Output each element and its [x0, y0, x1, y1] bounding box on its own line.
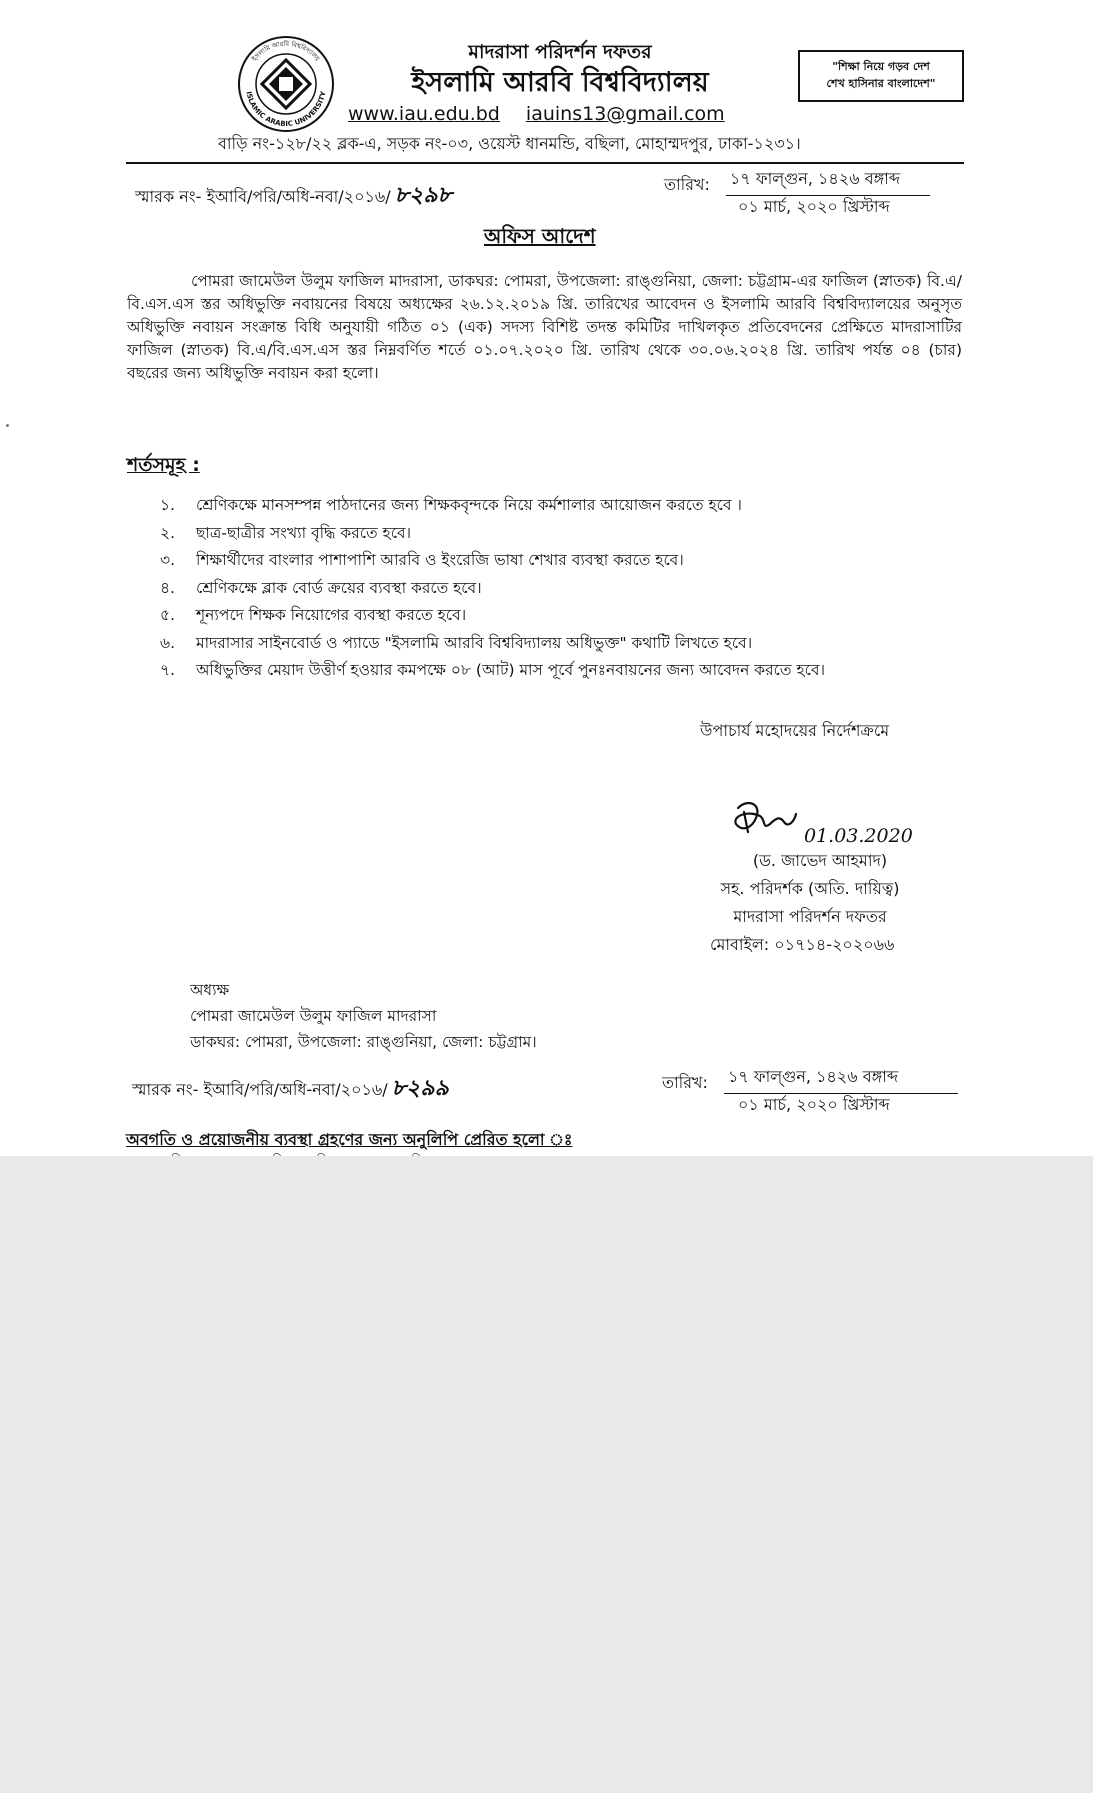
university-name: ইসলামি আরবি বিশ্ববিদ্যালয় [411, 67, 709, 98]
condition-number: ৩. [160, 551, 176, 569]
slogan-box [798, 50, 964, 102]
condition-item [160, 548, 970, 576]
body-paragraph: পোমরা জামেউল উলুম ফাজিল মাদরাসা, ডাকঘর: পোমরা, উপজেলা: রাঙ্গুনিয়া, জেলা: চট্টগ্রাম-এর ফাজিল (স্নাতক) বি.এ/বি.এস.এস স্তর অধিভুক্তি নবায়নের বিষয়ে অধ্যক্ষের ২৬.১২.২০১৯ খ্রি. তারিখের আবেদন ও ইসলামি আরবি বিশ্ববিদ্যালয়ের অনুসৃত অধিভুক্তি নবায়ন সংক্রান্ত বিধি অনুযায়ী গঠিত ০১ (এক) সদস্য বিশিষ্ট তদন্ত কমিটির দাখিলকৃত প্রতিবেদনের প্রেক্ষিতে মাদরাসাটির ফাজিল (স্নাতক) বি.এ/বি.এস.এস স্তর নিম্নবর্ণিত শর্তে ০১.০৭.২০২০ খ্রি. তারিখ থেকে ৩০.০৬.২০২৪ খ্রি. তারিখ পর্যন্ত ০৪ (চার) বছরের জন্য অধিভুক্তি নবায়ন করা হলো। [127, 272, 962, 382]
condition-number: ৭. [160, 661, 176, 679]
signature-date: 01.03.2020 [804, 825, 913, 847]
blank-area [0, 1156, 1093, 1793]
logo-caption-bangla: ইসলামি আরবি বিশ্ববিদ্যালয় [250, 39, 322, 63]
recipient-address: ডাকঘর: পোমরা, উপজেলা: রাঙ্গুনিয়া, জেলা: চট্টগ্রাম। [190, 1033, 537, 1051]
recipient-title: অধ্যক্ষ [190, 981, 230, 999]
signatory-designation: সহ. পরিদর্শক (অতি. দায়িত্ব) [720, 879, 900, 898]
signatory-name: (ড. জাভেদ আহমাদ) [752, 851, 888, 870]
condition-text: ছাত্র-ছাত্রীর সংখ্যা বৃদ্ধি করতে হবে। [196, 523, 412, 542]
order-title: অফিস আদেশ [484, 224, 596, 248]
memo-reference-prefix: স্মারক নং- ইআবি/পরি/অধি-নবা/২০১৬/ [135, 187, 391, 206]
condition-text: শূন্যপদে শিক্ষক নিয়োগের ব্যবস্থা করতে হবে। [196, 606, 467, 624]
condition-number: ৫. [160, 606, 175, 624]
conditions-list [160, 493, 970, 686]
memo-reference-handwritten: ৮২৯৮ [394, 182, 452, 208]
signatory-mobile: মোবাইল: ০১৭১৪-২০২০৬৬ [710, 935, 895, 954]
office-name: মাদরাসা পরিদর্শন দফতর [468, 41, 652, 63]
condition-item [160, 493, 970, 521]
memo-reference [135, 178, 452, 215]
vc-instruction: উপাচার্য মহোদয়ের নির্দেশক্রমে [700, 721, 890, 740]
condition-text: শ্রেণিকক্ষে মানসম্পন্ন পাঠদানের জন্য শিক্ষকবৃন্দকে নিয়ে কর্মশালার আয়োজন করতে হবে । [196, 496, 742, 514]
date2-english: ০১ মার্চ, ২০২০ খ্রিস্টাব্দ [738, 1095, 890, 1114]
condition-text: শ্রেণিকক্ষে ব্লাক বোর্ড ক্রয়ের ব্যবস্থা করতে হবে। [196, 578, 482, 597]
signatory-office: মাদরাসা পরিদর্শন দফতর [733, 907, 887, 926]
slogan-line-1: "শিক্ষা নিয়ে গড়ব দেশ [832, 60, 930, 73]
date-label: তারিখ: [664, 175, 710, 194]
condition-text: শিক্ষার্থীদের বাংলার পাশাপাশি আরবি ও ইংরেজি ভাষা শেখার ব্যবস্থা করতে হবে। [196, 551, 684, 569]
condition-item [160, 576, 970, 604]
condition-text: অধিভুক্তির মেয়াদ উত্তীর্ণ হওয়ার কমপক্ষে ০৮ (আট) মাস পূর্বে পুনঃনবায়নের জন্য আবেদন করতে হবে। [196, 661, 825, 679]
condition-number: ১. [160, 496, 175, 514]
condition-text: মাদরাসার সাইনবোর্ড ও প্যাডে "ইসলামি আরবি বিশ্ববিদ্যালয় অধিভুক্ত" কথাটি লিখতে হবে। [196, 633, 753, 652]
conditions-title: শর্তসমূহ : [127, 454, 200, 476]
memo2-reference [132, 1071, 449, 1108]
date2-bangla: ১৭ ফাল্গুন, ১৪২৬ বঙ্গাব্দ [724, 1064, 958, 1094]
memo2-reference-handwritten: ৮২৯৯ [391, 1075, 449, 1101]
contact-links [348, 103, 745, 125]
header-divider [126, 162, 964, 164]
condition-item [160, 603, 970, 631]
condition-number: ২. [160, 523, 176, 542]
website-link[interactable]: www.iau.edu.bd [348, 103, 500, 125]
condition-number: ৪. [160, 578, 175, 597]
condition-number: ৬. [160, 633, 176, 652]
slogan-line-2: শেখ হাসিনার বাংলাদেশ" [826, 77, 936, 90]
logo-caption: ISLAMIC ARABIC UNIVERSITY [244, 90, 328, 129]
email-link[interactable]: iauins13@gmail.com [525, 103, 725, 125]
university-logo [236, 34, 336, 134]
scan-speck [6, 424, 9, 427]
office-address: বাড়ি নং-১২৮/২২ ব্লক-এ, সড়ক নং-০৩, ওয়েস্ট ধানমন্ডি, বছিলা, মোহাম্মদপুর, ঢাকা-১২৩১। [218, 134, 801, 153]
date2-label: তারিখ: [662, 1073, 708, 1092]
signature-mark [704, 794, 964, 852]
date-english: ০১ মার্চ, ২০২০ খ্রিস্টাব্দ [738, 197, 890, 216]
date-bangla: ১৭ ফাল্গুন, ১৪২৬ বঙ্গাব্দ [726, 166, 930, 196]
recipient-institution: পোমরা জামেউল উলুম ফাজিল মাদরাসা [190, 1007, 437, 1025]
condition-item [160, 658, 970, 686]
condition-item [160, 631, 970, 659]
copy-distribution-title: অবগতি ও প্রয়োজনীয় ব্যবস্থা গ্রহণের জন্য অনুলিপি প্রেরিত হলো ঃ [126, 1130, 573, 1149]
condition-item [160, 521, 970, 549]
memo2-reference-prefix: স্মারক নং- ইআবি/পরি/অধি-নবা/২০১৬/ [132, 1080, 388, 1099]
